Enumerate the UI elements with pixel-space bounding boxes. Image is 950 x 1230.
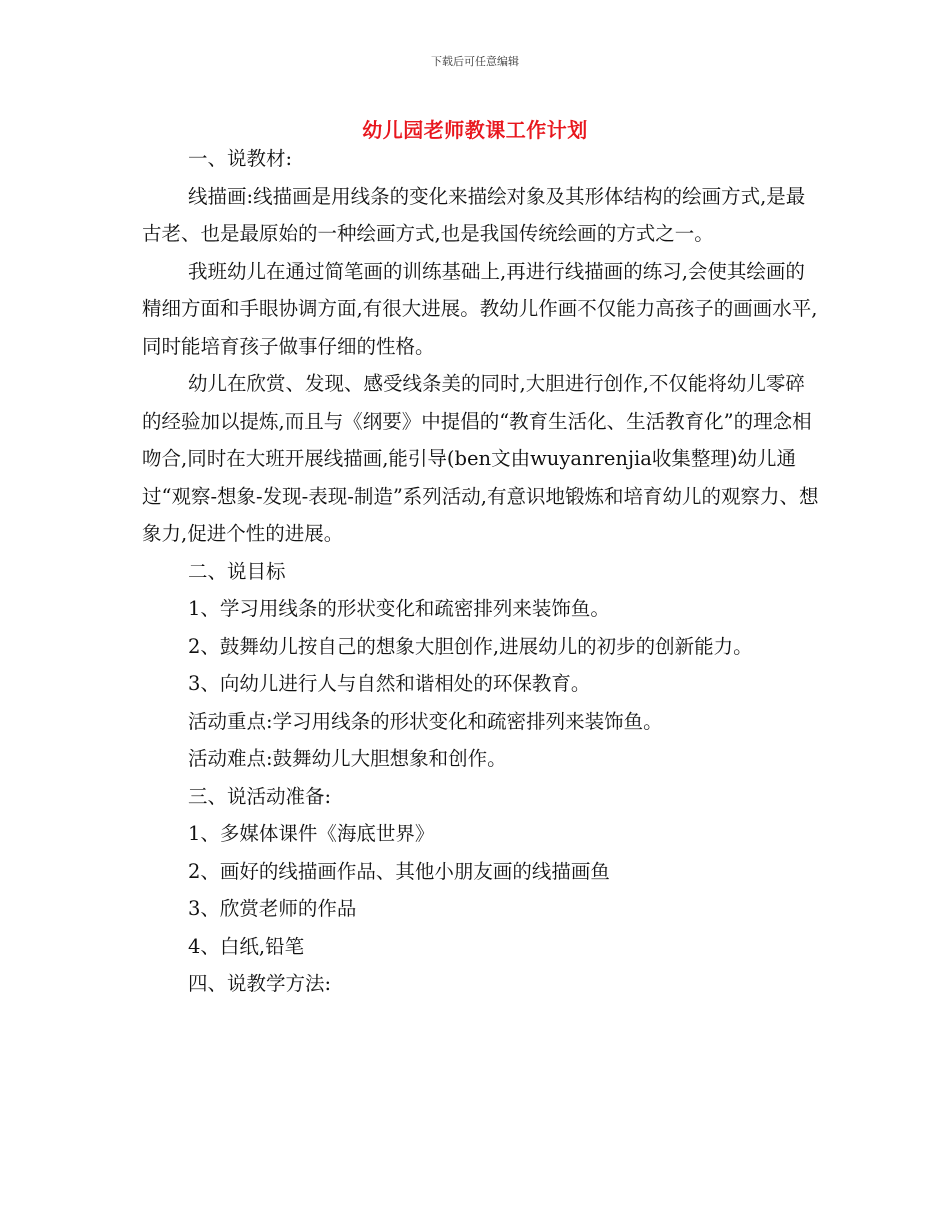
section-heading-goals: 二、说目标 — [188, 559, 286, 583]
paragraph-appreciation: 幼儿在欣赏、发现、感受线条美的同时,大胆进行创作,不仅能将幼儿零碎的经验加以提炼,而且与《纲要》中提倡的“教育生活化、生活教育化”的理念相吻合,同时在大班开展线描画,能引导(ben文由wuyanrenjia收集整理)幼儿通过“观察-想象-发现-表现-制造”系列活动,有意识地锻炼和培育幼儿的观察力、想象力,促进个性的进展。 — [142, 372, 819, 545]
goal-item-2: 2、鼓舞幼儿按自己的想象大胆创作,进展幼儿的初步的创新能力。 — [188, 634, 753, 658]
activity-difficulty: 活动难点:鼓舞幼儿大胆想象和创作。 — [188, 747, 507, 770]
prep-item-3: 3、欣赏老师的作品 — [188, 897, 357, 920]
paragraph-class-practice: 我班幼儿在通过简笔画的训练基础上,再进行线描画的练习,会使其绘画的精细方面和手眼协调方面,有很大进展。教幼儿作画不仅能力高孩子的画画水平,同时能培育孩子做事仔细的性格。 — [142, 259, 818, 358]
activity-key-point: 活动重点:学习用线条的形状变化和疏密排列来装饰鱼。 — [188, 709, 663, 733]
paragraph-line-drawing: 线描画:线描画是用线条的变化来描绘对象及其形体结构的绘画方式,是最古老、也是最原始的一种绘画方式,也是我国传统绘画的方式之一。 — [142, 184, 806, 245]
section-heading-methods: 四、说教学方法: — [188, 972, 332, 995]
section-heading-textbook: 一、说教材: — [188, 147, 293, 170]
document-title: 幼儿园老师教课工作计划 — [362, 118, 588, 142]
goal-item-1: 1、学习用线条的形状变化和疏密排列来装饰鱼。 — [188, 597, 610, 620]
section-heading-preparation: 三、说活动准备: — [188, 784, 332, 808]
header-note: 下载后可任意编辑 — [431, 55, 519, 68]
goal-item-3: 3、向幼儿进行人与自然和谐相处的环保教育。 — [188, 672, 591, 695]
prep-item-1: 1、多媒体课件《海底世界》 — [188, 822, 435, 845]
prep-item-4: 4、白纸,铅笔 — [188, 934, 305, 958]
document-body — [142, 140, 822, 1003]
prep-item-2: 2、画好的线描画作品、其他小朋友画的线描画鱼 — [188, 859, 610, 883]
